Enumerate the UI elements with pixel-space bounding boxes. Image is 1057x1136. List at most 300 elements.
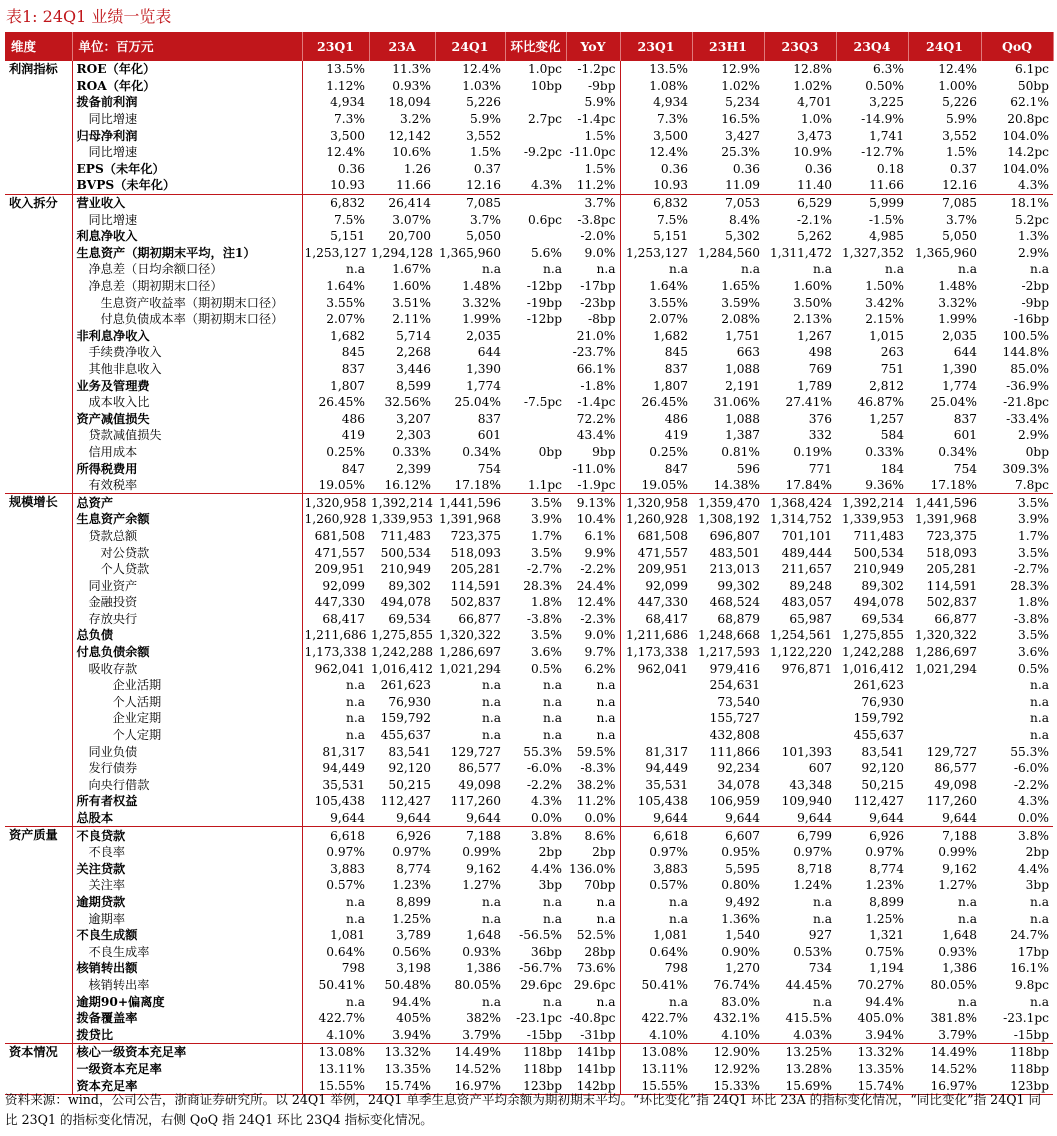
group-label: 利润指标 [5,61,72,78]
cell-value: 50.41% [318,977,365,992]
cell-value: 209,951 [314,562,365,577]
cell-value: 3,473 [797,128,832,143]
cell-value: 111,866 [709,744,760,759]
cell-value [620,677,692,694]
cell-value: 28.3% [1010,578,1049,593]
cell-value: 73,540 [717,694,760,709]
row-label: 同比增速 [72,111,302,128]
cell-value: 5.9% [470,112,501,127]
table-row [5,144,1053,161]
cell-value: -2.2% [1013,777,1049,792]
cell-value: 9,162 [466,861,501,876]
table-row [5,261,1053,278]
cell-value: 1.25% [392,911,431,926]
cell-value: -2.0% [566,228,620,245]
cell-value: 498 [808,345,832,360]
cell-value: 1,648 [466,928,501,943]
table-row [5,494,1053,511]
cell-value: 1.7% [531,528,562,543]
cell-value: 3.59% [721,295,760,310]
group-cell [5,144,72,161]
cell-value: 1,327,352 [841,245,904,260]
cell-value: 0.0% [566,810,620,827]
cell-value: 1,441,596 [435,494,505,511]
cell-value: 141bp [566,1044,620,1061]
row-label: 生息资产（期初期末平均，注1） [72,245,302,262]
cell-value: 0.99% [462,845,501,860]
cell-value: 205,281 [450,562,501,577]
cell-value: -23.1pc [1003,1011,1049,1026]
cell-value: 6.2% [566,660,620,677]
column-header: 环比变化 [505,32,566,61]
cell-value [908,710,981,727]
cell-value: 20,700 [388,229,431,244]
cell-value: 1.48% [462,279,501,294]
group-cell [5,660,72,677]
cell-value: 471,557 [314,545,365,560]
cell-value: 1,308,192 [697,512,760,527]
row-label: 非利息净收入 [72,328,302,345]
table-row [5,377,1053,394]
group-cell [5,245,72,262]
cell-value: 2.7pc [527,112,562,127]
cell-value: 3.7% [566,194,620,211]
cell-value: 81,317 [645,744,688,759]
cell-value: n.a [346,728,365,743]
cell-value: 70.27% [857,977,904,992]
cell-value: -40.8pc [566,1010,620,1027]
table-row [5,927,1053,944]
cell-value: 3.32% [462,295,501,310]
cell-value: 0.81% [721,444,760,459]
cell-value: 118bp [505,1044,566,1061]
cell-value: 8,899 [869,894,904,909]
column-header: YoY [566,32,620,61]
cell-value: 2.13% [793,312,832,327]
cell-value: 12,142 [388,128,431,143]
cell-value: 35,531 [645,777,688,792]
cell-value: -17bp [566,278,620,295]
cell-value: 1.50% [865,279,904,294]
cell-value: 1,253,127 [625,245,688,260]
cell-value: n.a [482,678,501,693]
cell-value: n.a [1030,678,1049,693]
cell-value: 3.6% [531,645,562,660]
row-label: 拨备前利润 [72,94,302,111]
cell-value: 12.9% [692,61,764,78]
cell-value: 55.3% [523,744,562,759]
cell-value: 9.0% [566,245,620,262]
cell-value [908,694,981,711]
cell-value: 13.5% [620,61,692,78]
cell-value: 3.2% [400,112,431,127]
cell-value: 13.5% [302,61,369,78]
cell-value: 17.18% [930,478,977,493]
table-row [5,943,1053,960]
cell-value: n.a [566,993,620,1010]
cell-value: 141bp [566,1061,620,1078]
cell-value: 376 [808,411,832,426]
cell-value: 10.9% [793,145,832,160]
cell-value: 9.36% [865,478,904,493]
group-cell [5,577,72,594]
cell-value: 9.9% [566,544,620,561]
cell-value [620,727,692,744]
cell-value: 254,631 [709,678,760,693]
cell-value: -7.5pc [523,395,562,410]
cell-value: 31.06% [713,395,760,410]
cell-value: 8,899 [396,894,431,909]
cell-value: 8,599 [396,378,431,393]
cell-value: 2,035 [942,328,977,343]
cell-value: 12.16 [942,178,977,193]
cell-value: 24.4% [566,577,620,594]
cell-value: 0.80% [721,878,760,893]
cell-value: 49,098 [458,777,501,792]
table-row [5,877,1053,894]
cell-value: 2.08% [721,312,760,327]
cell-value [505,427,566,444]
cell-value: 927 [808,928,832,943]
cell-value: 1,774 [466,378,501,393]
group-cell [5,894,72,911]
cell-value: 15.69% [764,1077,836,1094]
cell-value: 9,644 [330,811,365,826]
cell-value: 3.07% [392,212,431,227]
row-label: EPS（未年化） [72,161,302,178]
cell-value: 5.9% [566,94,620,111]
cell-value: 13.32% [836,1044,908,1061]
cell-value: 76,930 [388,694,431,709]
cell-value: 0.5% [531,661,562,676]
cell-value: 3.9% [531,512,562,527]
cell-value: 1,321 [869,928,904,943]
cell-value [908,677,981,694]
cell-value: 1,391,968 [914,512,977,527]
row-label: 其他非息收入 [72,361,302,378]
cell-value [505,194,566,211]
column-header: 23Q1 [620,32,692,61]
cell-value: 9,644 [466,811,501,826]
cell-value: 381.8% [930,1011,977,1026]
cell-value: 596 [736,461,760,476]
cell-value: 3.5% [1018,545,1049,560]
cell-value: 584 [880,428,904,443]
cell-value: 11.2% [566,793,620,810]
cell-value: 105,438 [637,794,688,809]
cell-value: 1,320,322 [438,628,501,643]
group-cell [5,760,72,777]
cell-value: 0.0% [531,811,562,826]
cell-value: -23bp [566,294,620,311]
cell-value: 3.79% [938,1027,977,1042]
cell-value: 0.0% [1018,811,1049,826]
cell-value [505,344,566,361]
table-row [5,743,1053,760]
cell-value: n.a [1030,911,1049,926]
row-label: 利息净收入 [72,228,302,245]
cell-value: -12bp [526,312,562,327]
cell-value: -23.1pc [516,1011,562,1026]
cell-value: 3,883 [330,861,365,876]
cell-value: 2,812 [869,378,904,393]
row-label: 存放央行 [72,611,302,628]
cell-value: 17bp [1017,944,1049,959]
row-label: 同比增速 [72,211,302,228]
cell-value: 5,714 [396,328,431,343]
cell-value: 1,365,960 [438,245,501,260]
cell-value: 7,085 [908,194,981,211]
cell-value: -8.3% [566,760,620,777]
cell-value: 100.5% [1002,328,1049,343]
table-row [5,228,1053,245]
cell-value: n.a [741,262,760,277]
cell-value: 483,057 [781,595,832,610]
group-cell [5,228,72,245]
cell-value: 5,302 [725,229,760,244]
group-cell [5,810,72,827]
cell-value: 837 [341,361,365,376]
cell-value: 6,618 [302,827,369,844]
cell-value: 5,226 [466,95,501,110]
cell-value: n.a [669,894,688,909]
cell-value: 3.79% [462,1027,501,1042]
cell-value: 261,623 [853,678,904,693]
cell-value: 1.02% [721,78,760,93]
cell-value: 4.03% [793,1027,832,1042]
cell-value: -19bp [526,295,562,310]
table-row [5,710,1053,727]
cell-value: 1.26 [403,161,431,176]
cell-value: 1,807 [330,378,365,393]
cell-value: n.a [543,678,562,693]
table-row [5,694,1053,711]
cell-value: 644 [477,345,501,360]
group-label: 规模增长 [5,494,72,511]
table-row [5,611,1053,628]
cell-value: 205,281 [926,562,977,577]
cell-value: 12.4% [908,61,981,78]
cell-value: 70bp [566,877,620,894]
group-cell [5,511,72,528]
cell-value: 3,427 [725,128,760,143]
cell-value: -15bp [526,1027,562,1042]
cell-value: 10.93 [330,178,365,193]
cell-value: 7.5% [657,212,688,227]
row-label: 不良贷款 [72,827,302,844]
cell-value: 494,078 [853,595,904,610]
cell-value: n.a [566,710,620,727]
cell-value: 117,260 [926,794,977,809]
cell-value: 1.12% [326,78,365,93]
table-row [5,660,1053,677]
cell-value: 15.74% [369,1077,435,1094]
cell-value: 1,392,214 [836,494,908,511]
cell-value: 0.25% [326,444,365,459]
cell-value: 723,375 [450,528,501,543]
cell-value: n.a [482,994,501,1009]
cell-value: 754 [953,461,977,476]
cell-value: 11.2% [566,177,620,194]
cell-value: 1.3% [1018,229,1049,244]
cell-value: 44.45% [785,977,832,992]
cell-value: -1.4pc [566,394,620,411]
cell-value: 1.03% [462,78,501,93]
cell-value: -3.8% [1013,611,1049,626]
cell-value: 68,417 [645,611,688,626]
cell-value: 29.6pc [520,977,562,992]
group-cell [5,793,72,810]
cell-value: 0.93% [462,944,501,959]
cell-value: 11.40 [797,178,832,193]
cell-value: 4.10% [721,1027,760,1042]
table-row [5,245,1053,262]
cell-value: 2.15% [865,312,904,327]
cell-value: 38.2% [566,777,620,794]
cell-value: 1,248,668 [697,628,760,643]
table-row [5,294,1053,311]
cell-value: 13.11% [641,1061,688,1076]
cell-value: 28.3% [523,578,562,593]
cell-value: 9.7% [566,644,620,661]
cell-value: 0.99% [938,845,977,860]
cell-value: 976,871 [781,661,832,676]
cell-value: 1,368,424 [764,494,836,511]
group-cell [5,1010,72,1027]
cell-value: 101,393 [781,744,832,759]
cell-value: 9,644 [942,811,977,826]
cell-value [764,677,836,694]
row-label: BVPS（未年化） [72,177,302,194]
row-label: 核心一级资本充足率 [72,1044,302,1061]
cell-value: 663 [736,345,760,360]
row-label: 一级资本充足率 [72,1061,302,1078]
cell-value: 0.57% [649,878,688,893]
cell-value: 1,173,338 [304,645,367,660]
cell-value: 6,832 [620,194,692,211]
cell-value: 109,940 [781,794,832,809]
cell-value: 3.55% [649,295,688,310]
cell-value: n.a [813,262,832,277]
cell-value: 1,339,953 [841,512,904,527]
group-cell [5,960,72,977]
cell-value: 5,151 [330,229,365,244]
cell-value: 1.60% [793,279,832,294]
cell-value: -3.8% [526,611,562,626]
cell-value: 0.93% [938,944,977,959]
cell-value: 21.0% [566,328,620,345]
cell-value: 419 [341,428,365,443]
group-cell [5,611,72,628]
cell-value: 734 [808,961,832,976]
cell-value: 16.1% [1010,961,1049,976]
table-row [5,211,1053,228]
table-row [5,894,1053,911]
cell-value: 1.48% [938,279,977,294]
cell-value: 263 [880,345,904,360]
group-cell [5,427,72,444]
table-row [5,827,1053,844]
cell-value: n.a [1030,994,1049,1009]
group-cell [5,977,72,994]
cell-value: 7.5% [334,212,365,227]
cell-value: 837 [477,411,501,426]
cell-value: 49,098 [934,777,977,792]
cell-value: 4.10% [649,1027,688,1042]
group-cell [5,561,72,578]
cell-value: 26.45% [318,395,365,410]
cell-value: 2bp [566,844,620,861]
table-row [5,361,1053,378]
cell-value: 43,348 [789,777,832,792]
cell-value: 1,284,560 [697,245,760,260]
cell-value: 798 [664,961,688,976]
table-row [5,993,1053,1010]
cell-value: 5,226 [942,95,977,110]
row-label: 逾期率 [72,910,302,927]
cell-value: 1,359,470 [692,494,764,511]
cell-value: 26.45% [641,395,688,410]
cell-value: -9bp [566,78,620,95]
column-header: 维度 [5,32,72,61]
group-cell [5,394,72,411]
cell-value: 76,930 [861,694,904,709]
cell-value: 7,188 [908,827,981,844]
cell-value: 1,275,855 [371,628,434,643]
cell-value: 1.02% [793,78,832,93]
cell-value: 3.8% [505,827,566,844]
table-row [5,844,1053,861]
cell-value: 0.57% [326,878,365,893]
cell-value: n.a [346,894,365,909]
cell-value: 13.08% [302,1044,369,1061]
cell-value: n.a [543,711,562,726]
cell-value: 9.13% [566,494,620,511]
cell-value: 210,949 [853,562,904,577]
cell-value: 0.90% [721,944,760,959]
table-row [5,460,1053,477]
cell-value: 5,050 [942,229,977,244]
cell-value: 6,926 [836,827,908,844]
cell-value: 2,268 [396,345,431,360]
cell-value: n.a [958,894,977,909]
cell-value: 5,050 [466,229,501,244]
cell-value: 3,198 [396,961,431,976]
table-row [5,861,1053,878]
cell-value: 1,294,128 [371,245,434,260]
cell-value: 15.74% [836,1077,908,1094]
cell-value: 1,260,928 [625,512,688,527]
cell-value: 4.4% [1018,861,1049,876]
cell-value: 32.56% [384,395,431,410]
row-label: 总负债 [72,627,302,644]
cell-value: 14.49% [435,1044,505,1061]
cell-value: 502,837 [450,595,501,610]
cell-value: n.a [543,894,562,909]
row-label: 拨贷比 [72,1026,302,1043]
group-cell [5,261,72,278]
row-label: 信用成本 [72,444,302,461]
cell-value: n.a [543,694,562,709]
cell-value: 1,774 [942,378,977,393]
cell-value: -16bp [1013,312,1049,327]
cell-value [505,410,566,427]
cell-value: 1,015 [869,328,904,343]
cell-value: 4.4% [531,861,562,876]
cell-value: 1,741 [869,128,904,143]
cell-value: -14.9% [861,112,904,127]
cell-value [505,460,566,477]
